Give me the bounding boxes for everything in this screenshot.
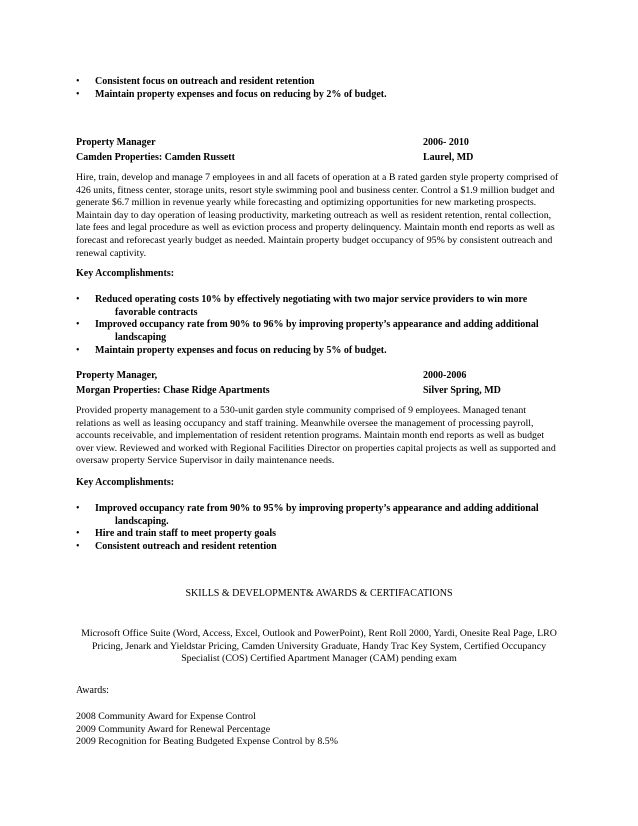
- accomplishments-heading: Key Accomplishments:: [76, 268, 175, 279]
- bullet-icon: •: [76, 344, 80, 356]
- list-item: • Hire and train staff to meet property goals: [76, 528, 276, 540]
- job-dates: 2000-2006: [423, 370, 467, 381]
- bullet-icon: •: [76, 541, 80, 553]
- job-dates: 2006- 2010: [423, 137, 469, 148]
- bullet-icon: •: [76, 88, 80, 100]
- job-company: Camden Properties: Camden Russett: [76, 152, 235, 163]
- job-location: Silver Spring, MD: [423, 385, 501, 396]
- job-location: Laurel, MD: [423, 152, 474, 163]
- list-item: • Maintain property expenses and focus on reducing by 2% of budget.: [76, 88, 387, 100]
- job-title: Property Manager,: [76, 370, 158, 381]
- list-item: • Consistent outreach and resident retention: [76, 541, 277, 553]
- bullet-icon: •: [76, 528, 80, 540]
- top-bullet-list: [76, 76, 562, 101]
- job-title: Property Manager: [76, 137, 156, 148]
- accomplishments-heading: Key Accomplishments:: [76, 477, 175, 488]
- job-description: Provided property management to a 530-unit garden style community comprised of 9 employees. Managed tenant relations as well as leasing occupancy and staff training. Meanwhile oversee the management of processing payroll, accounts receivable, and implementation of resident retention programs. Maintain month end reports as well as budget over view. Reviewed and worked with Regional Facilities Director on properties capital projects as well as supported and oversaw property Service Supervisor in daily maintenance needs.: [76, 405, 556, 467]
- list-item: • Consistent focus on outreach and resident retention: [76, 76, 315, 87]
- award-item: 2009 Community Award for Renewal Percentage: [76, 723, 271, 735]
- accomplishments-list: [76, 503, 562, 554]
- list-item: • Improved occupancy rate from 90% to 96% by improving property’s appearance and adding additional landscaping: [76, 319, 539, 344]
- job-company: Morgan Properties: Chase Ridge Apartments: [76, 385, 270, 396]
- bullet-icon: •: [76, 503, 80, 514]
- bullet-icon: •: [76, 76, 80, 87]
- award-item: 2008 Community Award for Expense Control: [76, 711, 256, 722]
- awards-list: [76, 711, 562, 749]
- job-description: Hire, train, develop and manage 7 employees in and all facets of operation at a B rated garden style property comprised of 426 units, fitness center, storage units, resort style swimming pool and business center. Control a $1.9 million budget and generate $6.7 million in revenue yearly while forecasting and optimizing opportunities for new marketing prospects. Maintain day to day operation of leasing productivity, marketing outreach as well as resident retention, rental collection, late fees and legal procedure as well as eviction process and property delinquency. Maintain month end reports as well as forecast and reforecast yearly budget as needed. Maintain property budget occupancy of 95% by consistent outreach and renewal captivity.: [76, 172, 559, 259]
- skills-heading: SKILLS & DEVELOPMENT& AWARDS & CERTIFACATIONS: [185, 588, 453, 599]
- list-item: • Reduced operating costs 10% by effectively negotiating with two major service providers to win more favorable contracts: [76, 294, 528, 318]
- list-item: • Maintain property expenses and focus on reducing by 5% of budget.: [76, 344, 387, 356]
- accomplishments-list: [76, 294, 562, 358]
- award-item: 2009 Recognition for Beating Budgeted Expense Control by 8.5%: [76, 736, 338, 748]
- job-header: [76, 368, 562, 398]
- job-header: [76, 135, 562, 165]
- bullet-icon: •: [76, 294, 80, 305]
- skills-text: Microsoft Office Suite (Word, Access, Excel, Outlook and PowerPoint), Rent Roll 2000, Yardi, Onesite Real Page, LRO Pricing, Jenark and Yieldstar Pricing, Camden University Graduate, Handy Trac Key System, Certified Occupancy Specialist (COS) Certified Apartment Manager (CAM) pending exam: [81, 628, 557, 665]
- list-item: • Improved occupancy rate from 90% to 95% by improving property’s appearance and adding additional landscaping.: [76, 503, 539, 527]
- awards-heading: Awards:: [76, 685, 109, 696]
- bullet-icon: •: [76, 319, 80, 331]
